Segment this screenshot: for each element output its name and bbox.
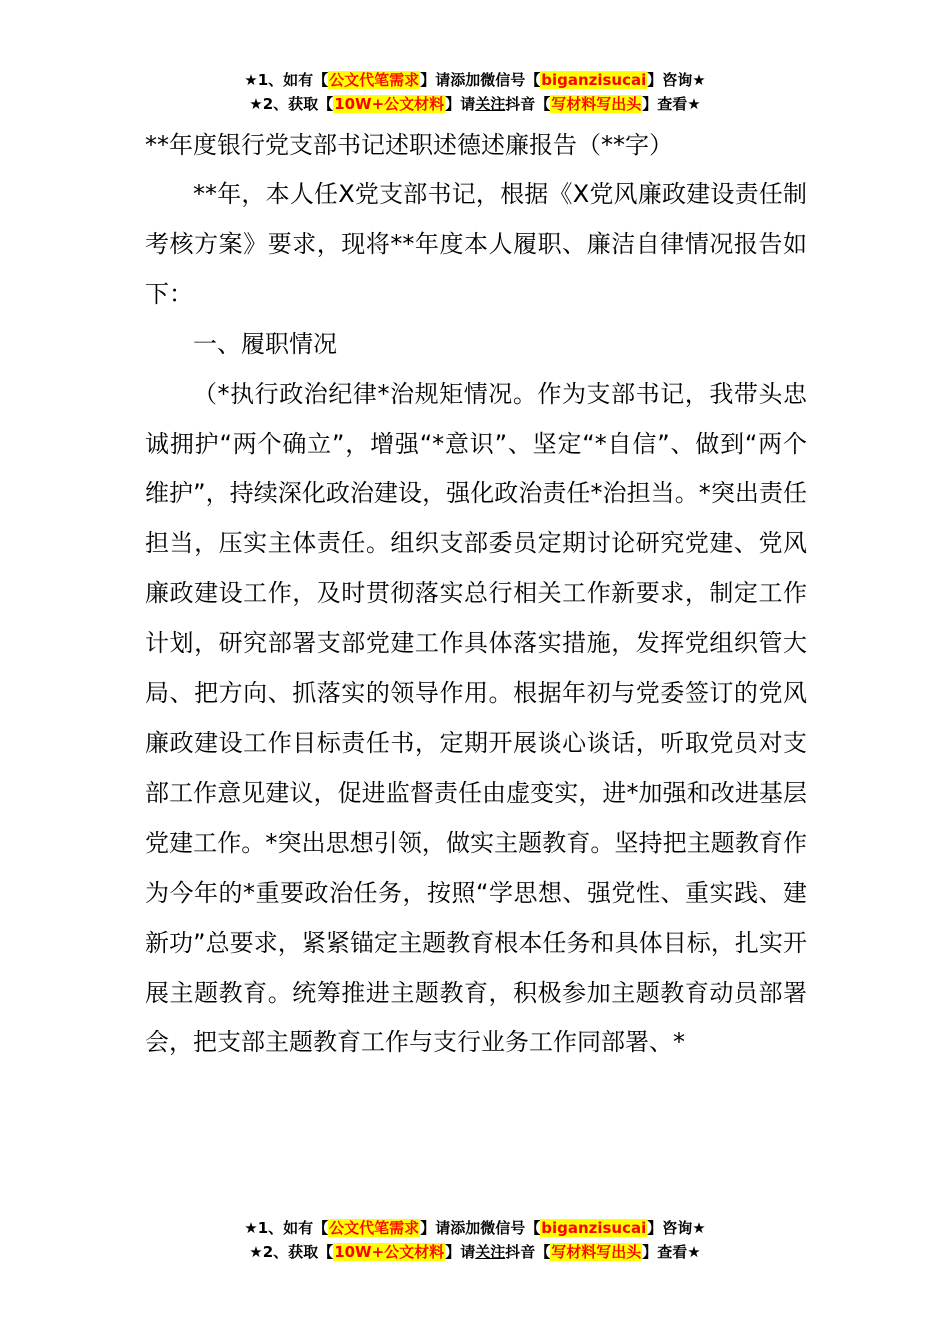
footer-highlight-materials: 10W+公文材料	[334, 1243, 445, 1261]
highlight-wechat-id: biganzisucai	[541, 71, 647, 89]
highlight-douyin: 写材料写出头	[551, 95, 642, 113]
footer-banner	[0, 1216, 950, 1264]
intro-paragraph: **年，本人任X党支部书记，根据《X党风廉政建设责任制考核方案》要求，现将**年度本人履职、廉洁自律情况报告如下：	[145, 180, 807, 308]
footer-highlight-service: 公文代笔需求	[329, 1219, 420, 1237]
footer-highlight-wechat-id: biganzisucai	[541, 1219, 647, 1237]
footer-highlight-douyin: 写材料写出头	[551, 1243, 642, 1261]
document-title: **年度银行党支部书记述职述德述廉报告（**字）	[145, 131, 673, 159]
banner-line-1: ★1、如有【公文代笔需求】请添加微信号【biganzisucai】咨询★	[244, 71, 706, 89]
document-body	[145, 170, 807, 1068]
highlight-service: 公文代笔需求	[329, 71, 420, 89]
highlight-materials: 10W+公文材料	[334, 95, 445, 113]
footer-line-1: ★1、如有【公文代笔需求】请添加微信号【biganzisucai】咨询★	[244, 1219, 706, 1237]
header-banner	[0, 68, 950, 116]
section-heading: 一、履职情况	[193, 329, 337, 358]
body-paragraph: （*执行政治纪律*治规矩情况。作为支部书记，我带头忠诚拥护“两个确立”，增强“*意识”、坚定“*自信”、做到“两个维护”，持续深化政治建设，强化政治责任*治担当。*突出责任担当，压实主体责任。组织支部委员定期讨论研究党建、党风廉政建设工作，及时贯彻落实总行相关工作新要求，制定工作计划，研究部署支部党建工作具体落实措施，发挥党组织管大局、把方向、抓落实的领导作用。根据年初与党委签订的党风廉政建设工作目标责任书，定期开展谈心谈话，听取党员对支部工作意见建议，促进监督责任由虚变实，进*加强和改进基层党建工作。*突出思想引领，做实主题教育。坚持把主题教育作为今年的*重要政治任务，按照“学思想、强党性、重实践、建新功”总要求，紧紧锚定主题教育根本任务和具体目标，扎实开展主题教育。统筹推进主题教育，积极参加主题教育动员部署会，把支部主题教育工作与支行业务工作同部署、*	[145, 379, 807, 1057]
footer-line-2: ★2、获取【10W+公文材料】请关注抖音【写材料写出头】查看★	[249, 1243, 701, 1261]
banner-line-2: ★2、获取【10W+公文材料】请关注抖音【写材料写出头】查看★	[249, 95, 701, 113]
